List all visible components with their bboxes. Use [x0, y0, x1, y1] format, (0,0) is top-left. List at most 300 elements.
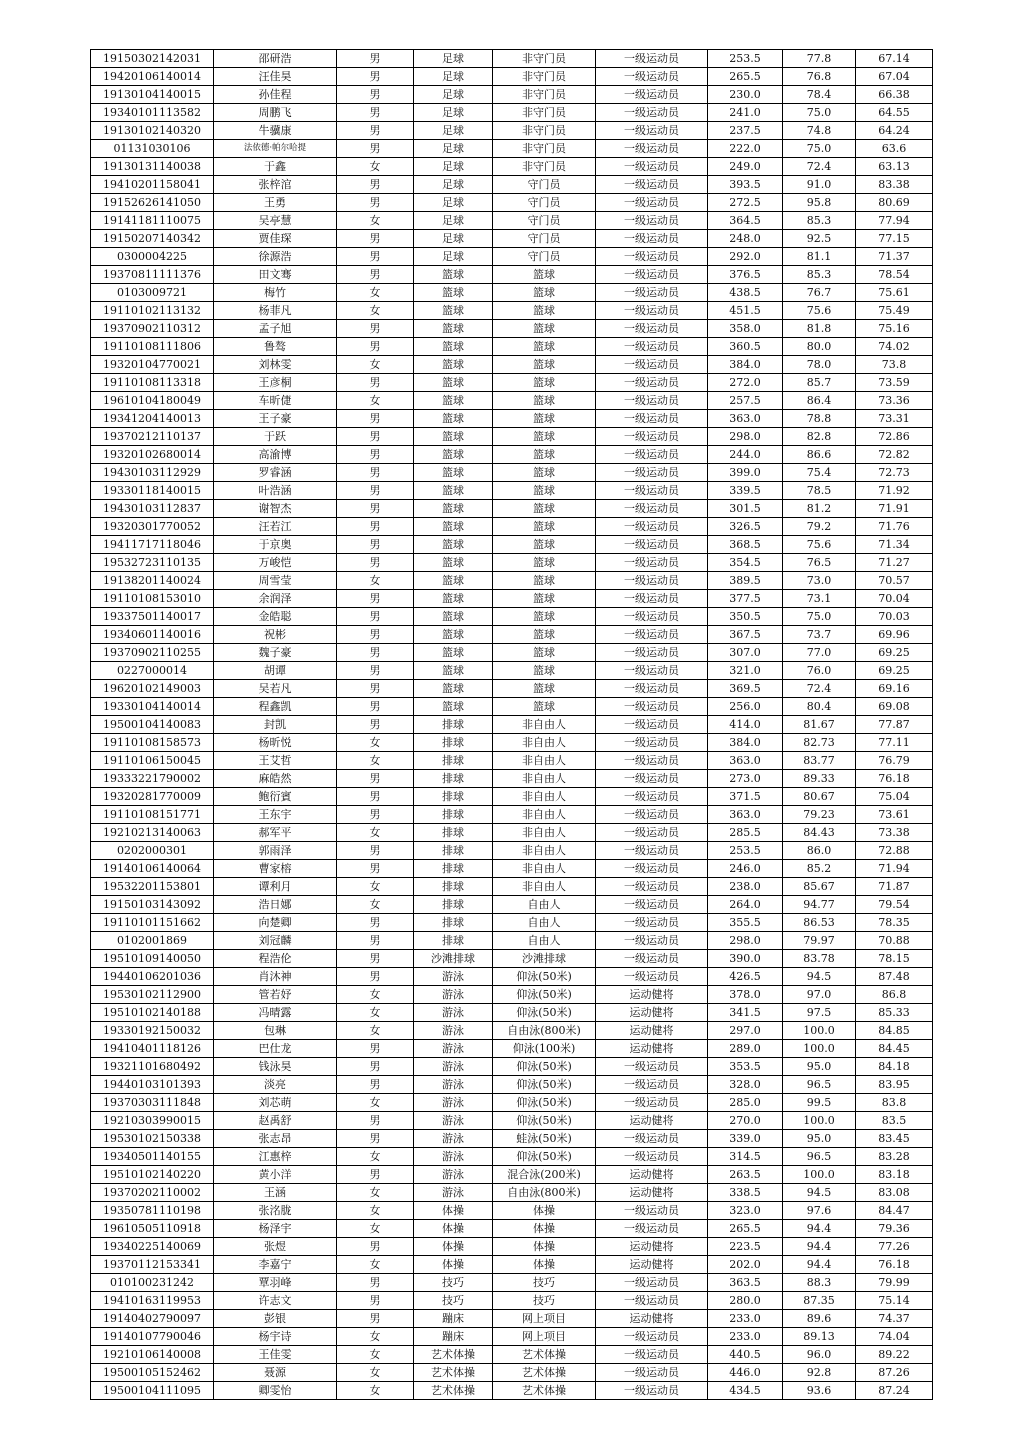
test-score-cell: 85.3	[783, 266, 856, 284]
level-cell: 运动健将	[596, 1256, 708, 1274]
score-cell: 246.0	[708, 860, 783, 878]
table-row	[91, 626, 933, 644]
level-cell: 一级运动员	[596, 752, 708, 770]
level-cell: 一级运动员	[596, 698, 708, 716]
gender-cell: 男	[337, 1292, 414, 1310]
score-cell: 292.0	[708, 248, 783, 266]
exam-id-cell: 19320281770009	[91, 788, 214, 806]
table-row	[91, 1310, 933, 1328]
table-row	[91, 518, 933, 536]
level-cell: 一级运动员	[596, 158, 708, 176]
score-cell: 378.0	[708, 986, 783, 1004]
table-row	[91, 1292, 933, 1310]
table-row	[91, 158, 933, 176]
sport-cell: 篮球	[414, 266, 493, 284]
name-cell: 汪若江	[214, 518, 337, 536]
sport-cell: 游泳	[414, 968, 493, 986]
sport-cell: 排球	[414, 878, 493, 896]
gender-cell: 男	[337, 1040, 414, 1058]
table-row	[91, 914, 933, 932]
exam-id-cell: 19140402790097	[91, 1310, 214, 1328]
level-cell: 一级运动员	[596, 842, 708, 860]
exam-id-cell: 19411717118046	[91, 536, 214, 554]
name-cell: 淡亮	[214, 1076, 337, 1094]
event-cell: 仰泳(100米)	[493, 1040, 596, 1058]
total-score-cell: 77.11	[856, 734, 933, 752]
total-score-cell: 83.5	[856, 1112, 933, 1130]
gender-cell: 男	[337, 374, 414, 392]
test-score-cell: 77.0	[783, 644, 856, 662]
name-cell: 余润泽	[214, 590, 337, 608]
table-row	[91, 68, 933, 86]
exam-id-cell: 19370303111848	[91, 1094, 214, 1112]
exam-id-cell: 19530102150338	[91, 1130, 214, 1148]
table-row	[91, 356, 933, 374]
sport-cell: 足球	[414, 86, 493, 104]
test-score-cell: 89.33	[783, 770, 856, 788]
sport-cell: 游泳	[414, 1148, 493, 1166]
table-row	[91, 374, 933, 392]
name-cell: 张洺胧	[214, 1202, 337, 1220]
event-cell: 非自由人	[493, 752, 596, 770]
level-cell: 一级运动员	[596, 1094, 708, 1112]
test-score-cell: 93.6	[783, 1382, 856, 1400]
sport-cell: 篮球	[414, 446, 493, 464]
total-score-cell: 71.76	[856, 518, 933, 536]
exam-id-cell: 19510102140188	[91, 1004, 214, 1022]
name-cell: 曹家榕	[214, 860, 337, 878]
table-row	[91, 554, 933, 572]
table-row	[91, 50, 933, 68]
exam-id-cell: 19110106150045	[91, 752, 214, 770]
event-cell: 篮球	[493, 464, 596, 482]
event-cell: 篮球	[493, 302, 596, 320]
name-cell: 贾佳琛	[214, 230, 337, 248]
score-cell: 265.5	[708, 1220, 783, 1238]
level-cell: 一级运动员	[596, 1058, 708, 1076]
score-cell: 289.0	[708, 1040, 783, 1058]
gender-cell: 男	[337, 590, 414, 608]
event-cell: 篮球	[493, 698, 596, 716]
exam-id-cell: 19140107790046	[91, 1328, 214, 1346]
gender-cell: 男	[337, 914, 414, 932]
table-row	[91, 194, 933, 212]
event-cell: 非自由人	[493, 842, 596, 860]
table-row	[91, 1004, 933, 1022]
name-cell: 法依德·帕尔哈提	[214, 140, 337, 158]
total-score-cell: 70.04	[856, 590, 933, 608]
test-score-cell: 97.5	[783, 1004, 856, 1022]
gender-cell: 女	[337, 1004, 414, 1022]
score-cell: 328.0	[708, 1076, 783, 1094]
table-row	[91, 446, 933, 464]
level-cell: 一级运动员	[596, 824, 708, 842]
event-cell: 篮球	[493, 572, 596, 590]
gender-cell: 女	[337, 572, 414, 590]
score-cell: 399.0	[708, 464, 783, 482]
table-body	[91, 50, 933, 1400]
sport-cell: 游泳	[414, 1130, 493, 1148]
name-cell: 鲁骜	[214, 338, 337, 356]
event-cell: 篮球	[493, 266, 596, 284]
level-cell: 一级运动员	[596, 1364, 708, 1382]
gender-cell: 男	[337, 446, 414, 464]
level-cell: 一级运动员	[596, 374, 708, 392]
event-cell: 非守门员	[493, 86, 596, 104]
event-cell: 非自由人	[493, 878, 596, 896]
exam-id-cell: 19610505110918	[91, 1220, 214, 1238]
sport-cell: 排球	[414, 896, 493, 914]
name-cell: 祝彬	[214, 626, 337, 644]
level-cell: 一级运动员	[596, 536, 708, 554]
sport-cell: 篮球	[414, 374, 493, 392]
name-cell: 包琳	[214, 1022, 337, 1040]
test-score-cell: 86.0	[783, 842, 856, 860]
sport-cell: 篮球	[414, 284, 493, 302]
test-score-cell: 88.3	[783, 1274, 856, 1292]
score-cell: 360.5	[708, 338, 783, 356]
score-cell: 414.0	[708, 716, 783, 734]
exam-id-cell: 19370202110002	[91, 1184, 214, 1202]
total-score-cell: 69.96	[856, 626, 933, 644]
table-row	[91, 410, 933, 428]
level-cell: 一级运动员	[596, 572, 708, 590]
table-row	[91, 1346, 933, 1364]
total-score-cell: 76.18	[856, 1256, 933, 1274]
table-row	[91, 1184, 933, 1202]
name-cell: 江惠梓	[214, 1148, 337, 1166]
exam-id-cell: 19370212110137	[91, 428, 214, 446]
total-score-cell: 83.08	[856, 1184, 933, 1202]
gender-cell: 男	[337, 554, 414, 572]
event-cell: 守门员	[493, 248, 596, 266]
name-cell: 王艾哲	[214, 752, 337, 770]
sport-cell: 篮球	[414, 302, 493, 320]
event-cell: 非守门员	[493, 50, 596, 68]
sport-cell: 篮球	[414, 680, 493, 698]
total-score-cell: 79.36	[856, 1220, 933, 1238]
score-cell: 323.0	[708, 1202, 783, 1220]
sport-cell: 足球	[414, 230, 493, 248]
total-score-cell: 72.88	[856, 842, 933, 860]
exam-id-cell: 19110108151771	[91, 806, 214, 824]
name-cell: 王东宇	[214, 806, 337, 824]
total-score-cell: 83.38	[856, 176, 933, 194]
name-cell: 刘林雯	[214, 356, 337, 374]
exam-id-cell: 19532723110135	[91, 554, 214, 572]
exam-id-cell: 19341204140013	[91, 410, 214, 428]
level-cell: 一级运动员	[596, 788, 708, 806]
sport-cell: 篮球	[414, 500, 493, 518]
table-row	[91, 1094, 933, 1112]
level-cell: 一级运动员	[596, 284, 708, 302]
total-score-cell: 69.25	[856, 644, 933, 662]
gender-cell: 女	[337, 302, 414, 320]
event-cell: 混合泳(200米)	[493, 1166, 596, 1184]
score-cell: 265.5	[708, 68, 783, 86]
gender-cell: 女	[337, 986, 414, 1004]
score-cell: 371.5	[708, 788, 783, 806]
score-cell: 298.0	[708, 428, 783, 446]
total-score-cell: 75.14	[856, 1292, 933, 1310]
level-cell: 一级运动员	[596, 68, 708, 86]
table-row	[91, 1274, 933, 1292]
exam-id-cell: 19320104770021	[91, 356, 214, 374]
test-score-cell: 95.0	[783, 1130, 856, 1148]
test-score-cell: 100.0	[783, 1112, 856, 1130]
event-cell: 仰泳(50米)	[493, 1094, 596, 1112]
total-score-cell: 77.94	[856, 212, 933, 230]
test-score-cell: 100.0	[783, 1040, 856, 1058]
total-score-cell: 74.02	[856, 338, 933, 356]
sport-cell: 篮球	[414, 572, 493, 590]
total-score-cell: 63.6	[856, 140, 933, 158]
score-cell: 393.5	[708, 176, 783, 194]
exam-id-cell: 19333221790002	[91, 770, 214, 788]
level-cell: 一级运动员	[596, 770, 708, 788]
sport-cell: 足球	[414, 194, 493, 212]
total-score-cell: 75.16	[856, 320, 933, 338]
level-cell: 一级运动员	[596, 428, 708, 446]
event-cell: 体操	[493, 1202, 596, 1220]
name-cell: 杨宇诗	[214, 1328, 337, 1346]
roster-table	[90, 49, 933, 1400]
event-cell: 篮球	[493, 662, 596, 680]
total-score-cell: 71.87	[856, 878, 933, 896]
exam-id-cell: 19620102149003	[91, 680, 214, 698]
score-cell: 363.0	[708, 806, 783, 824]
event-cell: 非自由人	[493, 824, 596, 842]
score-cell: 272.0	[708, 374, 783, 392]
exam-id-cell: 19210213140063	[91, 824, 214, 842]
name-cell: 巴仕龙	[214, 1040, 337, 1058]
name-cell: 钱泳昊	[214, 1058, 337, 1076]
table-row	[91, 230, 933, 248]
total-score-cell: 63.13	[856, 158, 933, 176]
gender-cell: 女	[337, 1256, 414, 1274]
exam-id-cell: 19320301770052	[91, 518, 214, 536]
exam-id-cell: 19370902110255	[91, 644, 214, 662]
score-cell: 298.0	[708, 932, 783, 950]
name-cell: 于跃	[214, 428, 337, 446]
name-cell: 于京奥	[214, 536, 337, 554]
score-cell: 358.0	[708, 320, 783, 338]
level-cell: 一级运动员	[596, 1130, 708, 1148]
score-cell: 241.0	[708, 104, 783, 122]
gender-cell: 男	[337, 1166, 414, 1184]
score-cell: 434.5	[708, 1382, 783, 1400]
table-row	[91, 716, 933, 734]
test-score-cell: 94.5	[783, 968, 856, 986]
score-cell: 257.5	[708, 392, 783, 410]
score-cell: 353.5	[708, 1058, 783, 1076]
level-cell: 一级运动员	[596, 662, 708, 680]
event-cell: 体操	[493, 1256, 596, 1274]
total-score-cell: 72.73	[856, 464, 933, 482]
score-cell: 426.5	[708, 968, 783, 986]
table-row	[91, 176, 933, 194]
exam-id-cell: 19330118140015	[91, 482, 214, 500]
exam-id-cell: 19340225140069	[91, 1238, 214, 1256]
table-row	[91, 608, 933, 626]
test-score-cell: 97.0	[783, 986, 856, 1004]
table-row	[91, 662, 933, 680]
sport-cell: 体操	[414, 1202, 493, 1220]
total-score-cell: 84.18	[856, 1058, 933, 1076]
sport-cell: 游泳	[414, 1058, 493, 1076]
event-cell: 网上项目	[493, 1310, 596, 1328]
total-score-cell: 69.08	[856, 698, 933, 716]
table-row	[91, 950, 933, 968]
test-score-cell: 99.5	[783, 1094, 856, 1112]
sport-cell: 篮球	[414, 608, 493, 626]
gender-cell: 女	[337, 734, 414, 752]
table-row	[91, 212, 933, 230]
event-cell: 仰泳(50米)	[493, 968, 596, 986]
test-score-cell: 75.6	[783, 302, 856, 320]
level-cell: 一级运动员	[596, 140, 708, 158]
sport-cell: 篮球	[414, 554, 493, 572]
table-row	[91, 140, 933, 158]
exam-id-cell: 19510102140220	[91, 1166, 214, 1184]
table-row	[91, 986, 933, 1004]
event-cell: 篮球	[493, 680, 596, 698]
table-row	[91, 1022, 933, 1040]
name-cell: 冯晴露	[214, 1004, 337, 1022]
score-cell: 339.5	[708, 482, 783, 500]
total-score-cell: 66.38	[856, 86, 933, 104]
table-row	[91, 1040, 933, 1058]
total-score-cell: 69.25	[856, 662, 933, 680]
exam-id-cell: 19337501140017	[91, 608, 214, 626]
score-cell: 273.0	[708, 770, 783, 788]
gender-cell: 女	[337, 752, 414, 770]
score-cell: 354.5	[708, 554, 783, 572]
level-cell: 一级运动员	[596, 464, 708, 482]
test-score-cell: 74.8	[783, 122, 856, 140]
score-cell: 363.5	[708, 1274, 783, 1292]
test-score-cell: 75.0	[783, 104, 856, 122]
sport-cell: 排球	[414, 914, 493, 932]
level-cell: 一级运动员	[596, 1292, 708, 1310]
sport-cell: 足球	[414, 140, 493, 158]
name-cell: 杨泽宇	[214, 1220, 337, 1238]
sport-cell: 篮球	[414, 644, 493, 662]
name-cell: 封凯	[214, 716, 337, 734]
table-row	[91, 122, 933, 140]
exam-id-cell: 0202000301	[91, 842, 214, 860]
gender-cell: 女	[337, 824, 414, 842]
exam-id-cell: 19110108113318	[91, 374, 214, 392]
event-cell: 仰泳(50米)	[493, 986, 596, 1004]
exam-id-cell: 0102001869	[91, 932, 214, 950]
exam-id-cell: 19420106140014	[91, 68, 214, 86]
event-cell: 仰泳(50米)	[493, 1148, 596, 1166]
score-cell: 248.0	[708, 230, 783, 248]
exam-id-cell: 19110108153010	[91, 590, 214, 608]
gender-cell: 男	[337, 950, 414, 968]
test-score-cell: 100.0	[783, 1166, 856, 1184]
sport-cell: 排球	[414, 806, 493, 824]
name-cell: 王彦桐	[214, 374, 337, 392]
score-cell: 297.0	[708, 1022, 783, 1040]
sport-cell: 蹦床	[414, 1310, 493, 1328]
level-cell: 一级运动员	[596, 878, 708, 896]
exam-id-cell: 19440103101393	[91, 1076, 214, 1094]
gender-cell: 男	[337, 1274, 414, 1292]
level-cell: 一级运动员	[596, 950, 708, 968]
event-cell: 篮球	[493, 518, 596, 536]
gender-cell: 男	[337, 770, 414, 788]
event-cell: 篮球	[493, 338, 596, 356]
sport-cell: 篮球	[414, 320, 493, 338]
name-cell: 赵禹舒	[214, 1112, 337, 1130]
total-score-cell: 83.45	[856, 1130, 933, 1148]
sport-cell: 技巧	[414, 1274, 493, 1292]
event-cell: 守门员	[493, 176, 596, 194]
test-score-cell: 85.67	[783, 878, 856, 896]
event-cell: 自由人	[493, 914, 596, 932]
total-score-cell: 64.24	[856, 122, 933, 140]
sport-cell: 游泳	[414, 1166, 493, 1184]
exam-id-cell: 19330192150032	[91, 1022, 214, 1040]
level-cell: 一级运动员	[596, 860, 708, 878]
total-score-cell: 77.87	[856, 716, 933, 734]
exam-id-cell: 19500104111095	[91, 1382, 214, 1400]
gender-cell: 女	[337, 356, 414, 374]
total-score-cell: 83.8	[856, 1094, 933, 1112]
exam-id-cell: 19370112153341	[91, 1256, 214, 1274]
test-score-cell: 76.7	[783, 284, 856, 302]
gender-cell: 女	[337, 1364, 414, 1382]
table-row	[91, 482, 933, 500]
score-cell: 440.5	[708, 1346, 783, 1364]
test-score-cell: 79.2	[783, 518, 856, 536]
gender-cell: 男	[337, 338, 414, 356]
score-cell: 285.0	[708, 1094, 783, 1112]
exam-id-cell: 19430103112837	[91, 500, 214, 518]
level-cell: 运动健将	[596, 1112, 708, 1130]
score-cell: 264.0	[708, 896, 783, 914]
table-row	[91, 428, 933, 446]
exam-id-cell: 19150302142031	[91, 50, 214, 68]
table-row	[91, 464, 933, 482]
name-cell: 向楚卿	[214, 914, 337, 932]
sport-cell: 足球	[414, 68, 493, 86]
gender-cell: 男	[337, 806, 414, 824]
test-score-cell: 79.97	[783, 932, 856, 950]
sport-cell: 艺术体操	[414, 1382, 493, 1400]
test-score-cell: 75.0	[783, 140, 856, 158]
name-cell: 周雪莹	[214, 572, 337, 590]
level-cell: 一级运动员	[596, 1076, 708, 1094]
name-cell: 梅竹	[214, 284, 337, 302]
event-cell: 技巧	[493, 1292, 596, 1310]
exam-id-cell: 19350781110198	[91, 1202, 214, 1220]
sport-cell: 游泳	[414, 1094, 493, 1112]
level-cell: 一级运动员	[596, 302, 708, 320]
test-score-cell: 80.67	[783, 788, 856, 806]
event-cell: 仰泳(50米)	[493, 1058, 596, 1076]
name-cell: 罗睿涵	[214, 464, 337, 482]
total-score-cell: 79.99	[856, 1274, 933, 1292]
table-row	[91, 1130, 933, 1148]
score-cell: 377.5	[708, 590, 783, 608]
test-score-cell: 81.1	[783, 248, 856, 266]
sport-cell: 游泳	[414, 1112, 493, 1130]
score-cell: 389.5	[708, 572, 783, 590]
event-cell: 篮球	[493, 356, 596, 374]
